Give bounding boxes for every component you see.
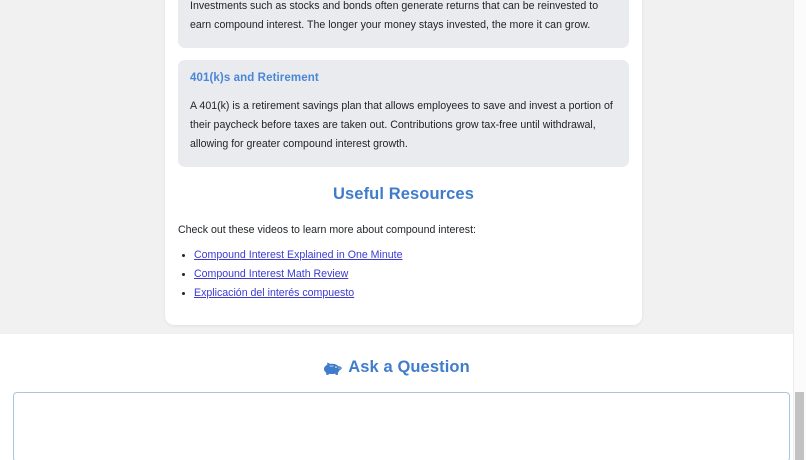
- info-panel-body: A 401(k) is a retirement savings plan that allows employees to save and invest a portion of their paycheck before taxes are taken out. Contributions grow tax-free until withdrawal, allowing for greater compound interest growth.: [190, 100, 613, 150]
- resource-link[interactable]: Explicación del interés compuesto: [194, 287, 355, 299]
- ask-a-question-section: [0, 334, 793, 460]
- info-panel-401k-retirement: [178, 60, 629, 167]
- ask-a-question-label: Ask a Question: [348, 358, 470, 376]
- info-panel-investments: [178, 0, 629, 48]
- info-panel-title: 401(k)s and Retirement: [190, 72, 319, 84]
- article-content-card: [165, 0, 642, 325]
- page-scrollbar-track[interactable]: [793, 0, 806, 460]
- piggy-bank-icon: [323, 359, 342, 378]
- page-scrollbar-thumb[interactable]: [795, 392, 804, 460]
- useful-resources-intro: Check out these videos to learn more about compound interest:: [178, 224, 476, 236]
- resource-link[interactable]: Compound Interest Math Review: [194, 268, 349, 280]
- question-input[interactable]: [13, 392, 790, 460]
- info-panel-body: Investments such as stocks and bonds often generate returns that can be reinvested to earn compound interest. The longer your money stays invested, the more it can grow.: [190, 0, 599, 31]
- useful-resources-heading: Useful Resources: [333, 185, 474, 203]
- resource-link[interactable]: Compound Interest Explained in One Minute: [194, 249, 403, 261]
- list-item: [194, 248, 629, 263]
- article-card-inner: [165, 0, 642, 301]
- list-item: [194, 286, 629, 301]
- ask-a-question-heading: [0, 358, 793, 382]
- list-item: [194, 267, 629, 282]
- useful-resources-list: [178, 248, 629, 301]
